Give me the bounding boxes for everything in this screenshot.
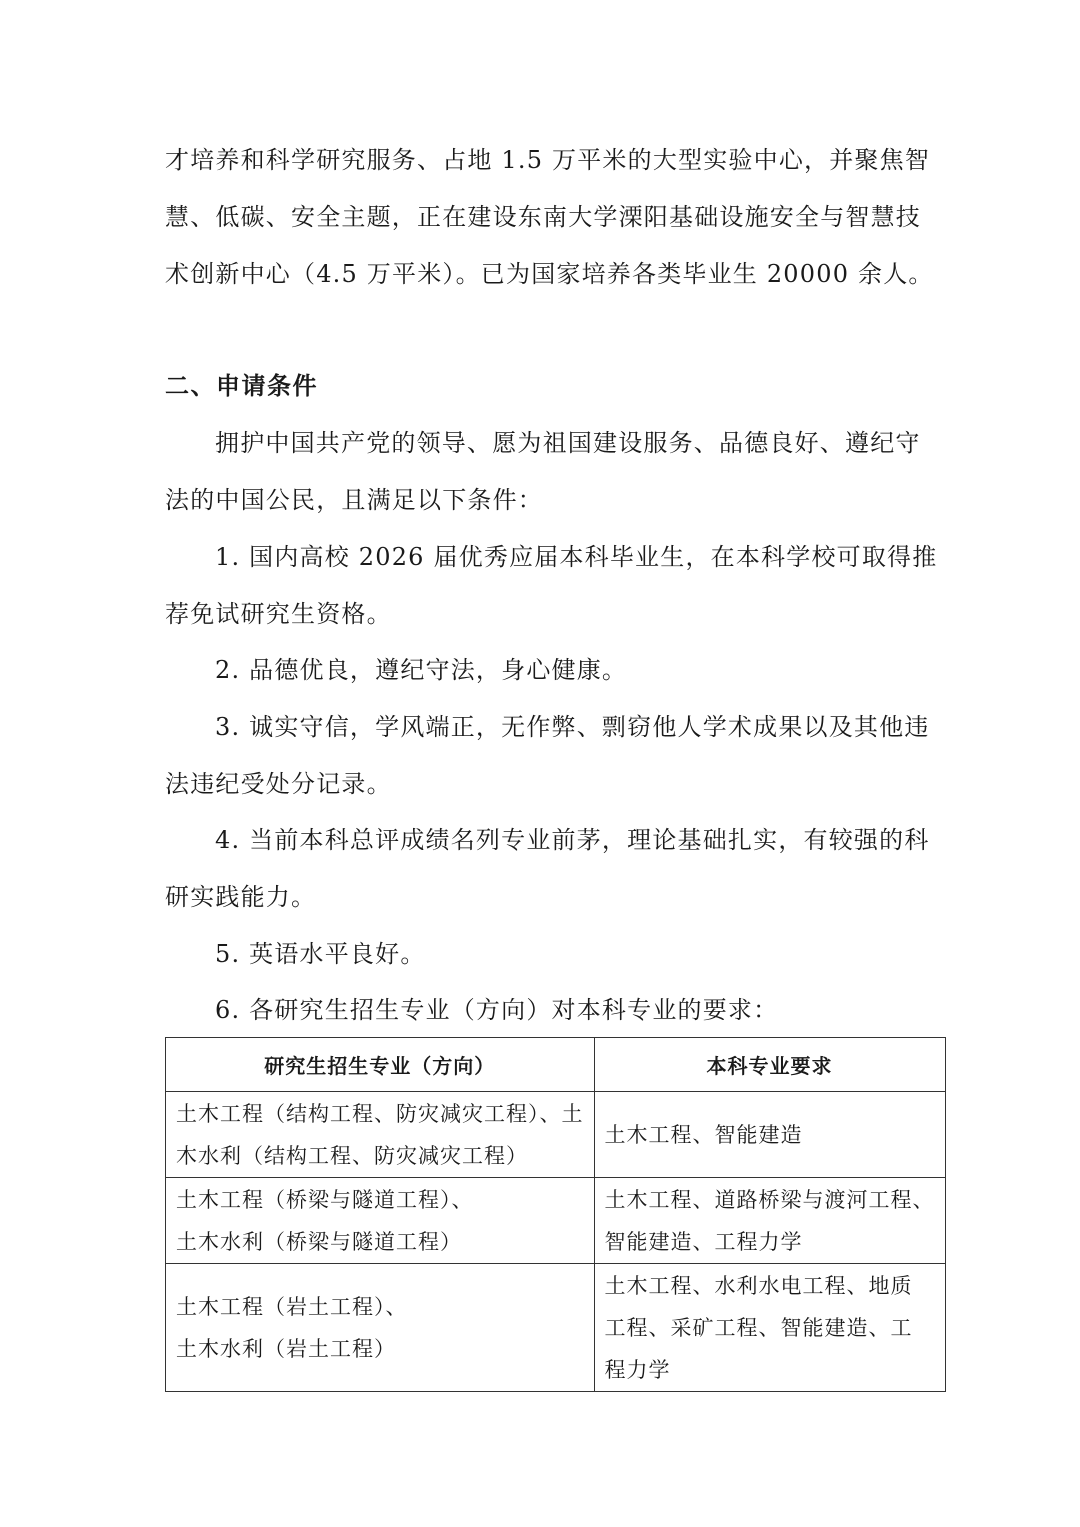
cell-text: 土木水利（岩土工程）: [176, 1336, 396, 1361]
table-row: [166, 1178, 946, 1264]
preamble-line: 拥护中国共产党的领导、愿为祖国建设服务、品德良好、遵纪守: [215, 429, 921, 457]
cell-text: 土木工程、道路桥梁与渡河工程、: [604, 1187, 935, 1212]
condition-item-1-cont: 荐免试研究生资格。: [165, 600, 392, 628]
cell-text: 土木工程、水利水电工程、地质: [604, 1273, 913, 1298]
intro-line: 才培养和科学研究服务、占地 1.5 万平米的大型实验中心，并聚焦智: [165, 146, 931, 174]
cell-text: 土木工程（桥梁与隧道工程）、: [176, 1187, 474, 1212]
major-cell: [166, 1178, 595, 1264]
table-header-row: [166, 1038, 946, 1092]
requirement-cell: [594, 1178, 945, 1264]
table-row: [166, 1092, 946, 1178]
cell-text: 木水利（结构工程、防灾减灾工程）: [176, 1143, 528, 1168]
condition-item-6: 6. 各研究生招生专业（方向）对本科专业的要求：: [215, 996, 779, 1024]
cell-text: 土木工程、智能建造: [604, 1122, 803, 1147]
cell-text: 智能建造、工程力学: [604, 1229, 803, 1254]
cell-text: 工程、采矿工程、智能建造、工: [604, 1315, 913, 1340]
major-requirements-table: [165, 1037, 946, 1392]
header-graduate-major: 研究生招生专业（方向）: [166, 1038, 595, 1092]
header-undergrad-requirement: 本科专业要求: [594, 1038, 945, 1092]
condition-item-2: 2. 品德优良，遵纪守法，身心健康。: [215, 656, 628, 684]
condition-item-5: 5. 英语水平良好。: [215, 940, 426, 968]
condition-item-1: 1. 国内高校 2026 届优秀应届本科毕业生，在本科学校可取得推: [215, 543, 938, 571]
condition-item-3: 3. 诚实守信，学风端正，无作弊、剽窃他人学术成果以及其他违: [215, 713, 930, 741]
condition-item-4-cont: 研实践能力。: [165, 883, 317, 911]
cell-text: 土木水利（桥梁与隧道工程）: [176, 1229, 462, 1254]
cell-text: 程力学: [604, 1357, 671, 1382]
condition-item-3-cont: 法违纪受处分记录。: [165, 770, 392, 798]
major-cell: [166, 1264, 595, 1392]
cell-text: 土木工程（结构工程、防灾减灾工程）、土: [176, 1101, 584, 1126]
condition-item-4: 4. 当前本科总评成绩名列专业前茅，理论基础扎实，有较强的科: [215, 826, 930, 854]
cell-text: 土木工程（岩土工程）、: [176, 1294, 408, 1319]
intro-line: 术创新中心（4.5 万平米）。已为国家培养各类毕业生 20000 余人。: [165, 260, 934, 288]
requirement-cell: [594, 1264, 945, 1392]
intro-line: 慧、低碳、安全主题，正在建设东南大学溧阳基础设施安全与智慧技: [165, 203, 921, 231]
requirement-cell: [594, 1092, 945, 1178]
preamble-line: 法的中国公民，且满足以下条件：: [165, 486, 543, 514]
section-heading: 二、申请条件: [165, 372, 318, 400]
major-cell: [166, 1092, 595, 1178]
table-row: [166, 1264, 946, 1392]
